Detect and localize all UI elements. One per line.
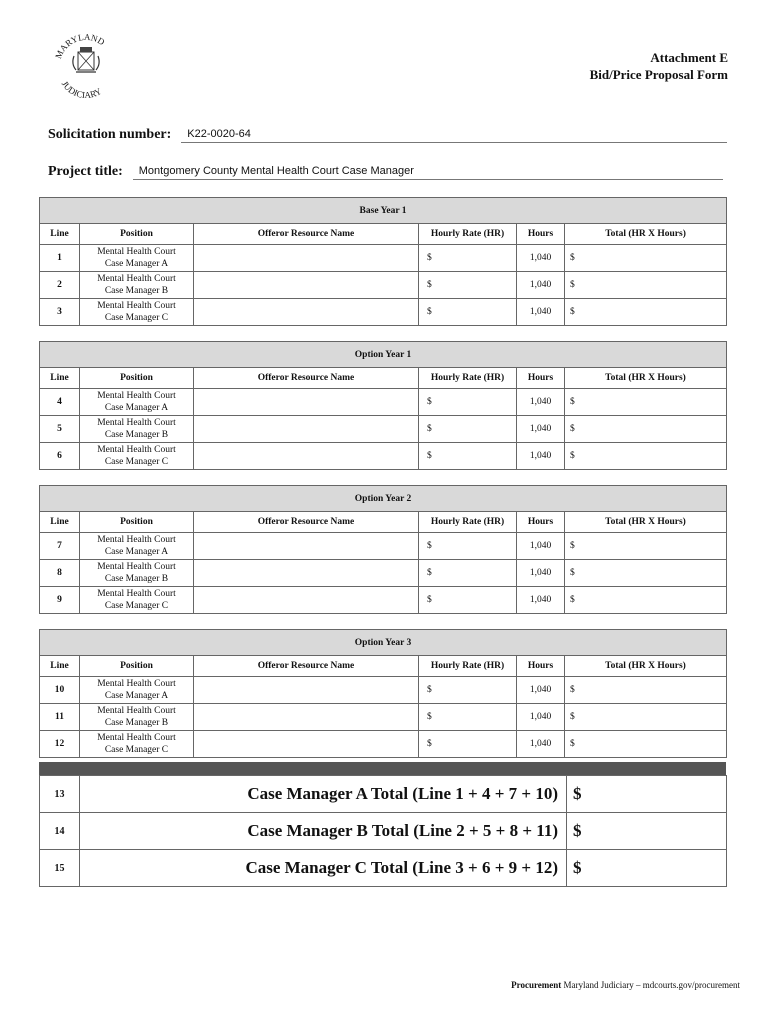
col-total-header: Total (HR X Hours): [565, 224, 727, 245]
year-table: [39, 629, 727, 758]
position-line1: Mental Health Court: [97, 445, 176, 455]
position-cell: [80, 416, 194, 443]
row-total-field[interactable]: $: [565, 677, 727, 704]
line-number: 5: [40, 416, 80, 443]
hours-value: 1,040: [517, 731, 565, 758]
offeror-name-field[interactable]: [194, 443, 419, 470]
attachment-label: Attachment E: [650, 50, 728, 65]
row-total-field[interactable]: $: [565, 245, 727, 272]
line-number: 8: [40, 560, 80, 587]
hours-value: 1,040: [517, 416, 565, 443]
position-cell: [80, 299, 194, 326]
hourly-rate-field[interactable]: $: [419, 560, 517, 587]
table-row: [40, 560, 727, 587]
position-cell: [80, 731, 194, 758]
position-cell: [80, 560, 194, 587]
position-line2: Case Manager A: [104, 547, 169, 557]
form-name: Bid/Price Proposal Form: [589, 67, 728, 82]
year-title: Option Year 1: [40, 342, 727, 368]
hours-value: 1,040: [517, 245, 565, 272]
position-line2: Case Manager A: [104, 403, 169, 413]
svg-text:MARYLAND: MARYLAND: [53, 31, 107, 61]
table-row: [40, 443, 727, 470]
position-line1: Mental Health Court: [97, 301, 176, 311]
total-label: Case Manager C Total (Line 3 + 6 + 9 + 12): [80, 850, 567, 887]
position-line2: Case Manager C: [104, 313, 169, 323]
col-rate-header: Hourly Rate (HR): [419, 656, 517, 677]
project-title-label: Project title:: [48, 164, 123, 179]
line-number: 13: [40, 776, 80, 813]
position-cell: [80, 704, 194, 731]
position-line1: Mental Health Court: [97, 535, 176, 545]
line-number: 6: [40, 443, 80, 470]
col-position-header: Position: [80, 224, 194, 245]
solicitation-row: [48, 127, 727, 143]
col-total-header: Total (HR X Hours): [565, 368, 727, 389]
col-position-header: Position: [80, 656, 194, 677]
col-hours-header: Hours: [517, 656, 565, 677]
year-title: Base Year 1: [40, 198, 727, 224]
position-line2: Case Manager B: [104, 574, 169, 584]
position-line1: Mental Health Court: [97, 733, 176, 743]
col-line-header: Line: [40, 656, 80, 677]
total-row: [40, 850, 727, 887]
hours-value: 1,040: [517, 272, 565, 299]
solicitation-label: Solicitation number:: [48, 127, 172, 142]
offeror-name-field[interactable]: [194, 587, 419, 614]
position-line2: Case Manager C: [104, 457, 169, 467]
position-cell: [80, 677, 194, 704]
hourly-rate-field[interactable]: $: [419, 587, 517, 614]
grand-total-field[interactable]: $: [567, 850, 727, 887]
project-title-field[interactable]: Montgomery County Mental Health Court Case Manager: [133, 165, 723, 180]
svg-text:JUDICIARY: JUDICIARY: [59, 79, 104, 98]
hours-value: 1,040: [517, 704, 565, 731]
table-row: [40, 272, 727, 299]
row-total-field[interactable]: $: [565, 560, 727, 587]
project-row: [48, 164, 723, 180]
position-line2: Case Manager B: [104, 718, 169, 728]
table-row: [40, 677, 727, 704]
offeror-name-field[interactable]: [194, 731, 419, 758]
year-title: Option Year 2: [40, 486, 727, 512]
row-total-field[interactable]: $: [565, 443, 727, 470]
position-line2: Case Manager C: [104, 601, 169, 611]
line-number: 2: [40, 272, 80, 299]
offeror-name-field[interactable]: [194, 272, 419, 299]
col-hours-header: Hours: [517, 368, 565, 389]
hourly-rate-field[interactable]: $: [419, 677, 517, 704]
table-row: [40, 245, 727, 272]
hourly-rate-field[interactable]: $: [419, 389, 517, 416]
position-line1: Mental Health Court: [97, 247, 176, 257]
hourly-rate-field[interactable]: $: [419, 245, 517, 272]
hourly-rate-field[interactable]: $: [419, 272, 517, 299]
line-number: 3: [40, 299, 80, 326]
position-line1: Mental Health Court: [97, 562, 176, 572]
row-total-field[interactable]: $: [565, 587, 727, 614]
hours-value: 1,040: [517, 299, 565, 326]
hours-value: 1,040: [517, 443, 565, 470]
position-cell: [80, 272, 194, 299]
col-offeror-header: Offeror Resource Name: [194, 656, 419, 677]
maryland-judiciary-seal: [50, 26, 122, 98]
page-footer: [511, 980, 740, 990]
position-line2: Case Manager B: [104, 430, 169, 440]
footer-bold: Procurement: [511, 980, 562, 990]
col-rate-header: Hourly Rate (HR): [419, 512, 517, 533]
offeror-name-field[interactable]: [194, 677, 419, 704]
col-position-header: Position: [80, 512, 194, 533]
line-number: 11: [40, 704, 80, 731]
col-offeror-header: Offeror Resource Name: [194, 512, 419, 533]
position-line1: Mental Health Court: [97, 679, 176, 689]
position-line2: Case Manager C: [104, 745, 169, 755]
total-row: [40, 776, 727, 813]
col-total-header: Total (HR X Hours): [565, 656, 727, 677]
row-total-field[interactable]: $: [565, 533, 727, 560]
hours-value: 1,040: [517, 560, 565, 587]
col-rate-header: Hourly Rate (HR): [419, 368, 517, 389]
line-number: 9: [40, 587, 80, 614]
position-line1: Mental Health Court: [97, 706, 176, 716]
position-line1: Mental Health Court: [97, 274, 176, 284]
line-number: 12: [40, 731, 80, 758]
col-hours-header: Hours: [517, 224, 565, 245]
line-number: 4: [40, 389, 80, 416]
offeror-name-field[interactable]: [194, 560, 419, 587]
offeror-name-field[interactable]: [194, 416, 419, 443]
col-offeror-header: Offeror Resource Name: [194, 368, 419, 389]
position-line2: Case Manager A: [104, 259, 169, 269]
hourly-rate-field[interactable]: $: [419, 731, 517, 758]
year-table: [39, 341, 727, 470]
offeror-name-field[interactable]: [194, 389, 419, 416]
row-total-field[interactable]: $: [565, 416, 727, 443]
position-cell: [80, 587, 194, 614]
col-offeror-header: Offeror Resource Name: [194, 224, 419, 245]
line-number: 15: [40, 850, 80, 887]
table-row: [40, 587, 727, 614]
position-line1: Mental Health Court: [97, 589, 176, 599]
hours-value: 1,040: [517, 533, 565, 560]
offeror-name-field[interactable]: [194, 704, 419, 731]
offeror-name-field[interactable]: [194, 299, 419, 326]
col-hours-header: Hours: [517, 512, 565, 533]
position-line2: Case Manager A: [104, 691, 169, 701]
table-row: [40, 416, 727, 443]
hours-value: 1,040: [517, 677, 565, 704]
col-position-header: Position: [80, 368, 194, 389]
hourly-rate-field[interactable]: $: [419, 443, 517, 470]
row-total-field[interactable]: $: [565, 704, 727, 731]
row-total-field[interactable]: $: [565, 389, 727, 416]
offeror-name-field[interactable]: [194, 245, 419, 272]
row-total-field[interactable]: $: [565, 299, 727, 326]
grand-total-field[interactable]: $: [567, 813, 727, 850]
offeror-name-field[interactable]: [194, 533, 419, 560]
grand-total-field[interactable]: $: [567, 776, 727, 813]
hourly-rate-field[interactable]: $: [419, 299, 517, 326]
position-cell: [80, 389, 194, 416]
hourly-rate-field[interactable]: $: [419, 704, 517, 731]
total-row: [40, 813, 727, 850]
year-title: Option Year 3: [40, 630, 727, 656]
line-number: 1: [40, 245, 80, 272]
line-number: 7: [40, 533, 80, 560]
col-rate-header: Hourly Rate (HR): [419, 224, 517, 245]
row-total-field[interactable]: $: [565, 272, 727, 299]
line-number: 10: [40, 677, 80, 704]
total-label: Case Manager A Total (Line 1 + 4 + 7 + 10): [80, 776, 567, 813]
section-divider: [39, 762, 726, 775]
year-table: [39, 197, 727, 326]
position-line1: Mental Health Court: [97, 391, 176, 401]
col-line-header: Line: [40, 512, 80, 533]
position-line2: Case Manager B: [104, 286, 169, 296]
totals-table: [39, 775, 727, 887]
solicitation-number-field[interactable]: K22-0020-64: [181, 128, 727, 143]
position-cell: [80, 533, 194, 560]
line-number: 14: [40, 813, 80, 850]
hourly-rate-field[interactable]: $: [419, 533, 517, 560]
table-row: [40, 533, 727, 560]
attachment-header: [590, 49, 728, 83]
hours-value: 1,040: [517, 587, 565, 614]
col-line-header: Line: [40, 224, 80, 245]
col-total-header: Total (HR X Hours): [565, 512, 727, 533]
hourly-rate-field[interactable]: $: [419, 416, 517, 443]
row-total-field[interactable]: $: [565, 731, 727, 758]
position-cell: [80, 443, 194, 470]
position-cell: [80, 245, 194, 272]
table-row: [40, 731, 727, 758]
table-row: [40, 704, 727, 731]
hours-value: 1,040: [517, 389, 565, 416]
col-line-header: Line: [40, 368, 80, 389]
footer-text: Maryland Judiciary – mdcourts.gov/procurement: [561, 980, 740, 990]
total-label: Case Manager B Total (Line 2 + 5 + 8 + 11): [80, 813, 567, 850]
table-row: [40, 389, 727, 416]
position-line1: Mental Health Court: [97, 418, 176, 428]
year-table: [39, 485, 727, 614]
table-row: [40, 299, 727, 326]
